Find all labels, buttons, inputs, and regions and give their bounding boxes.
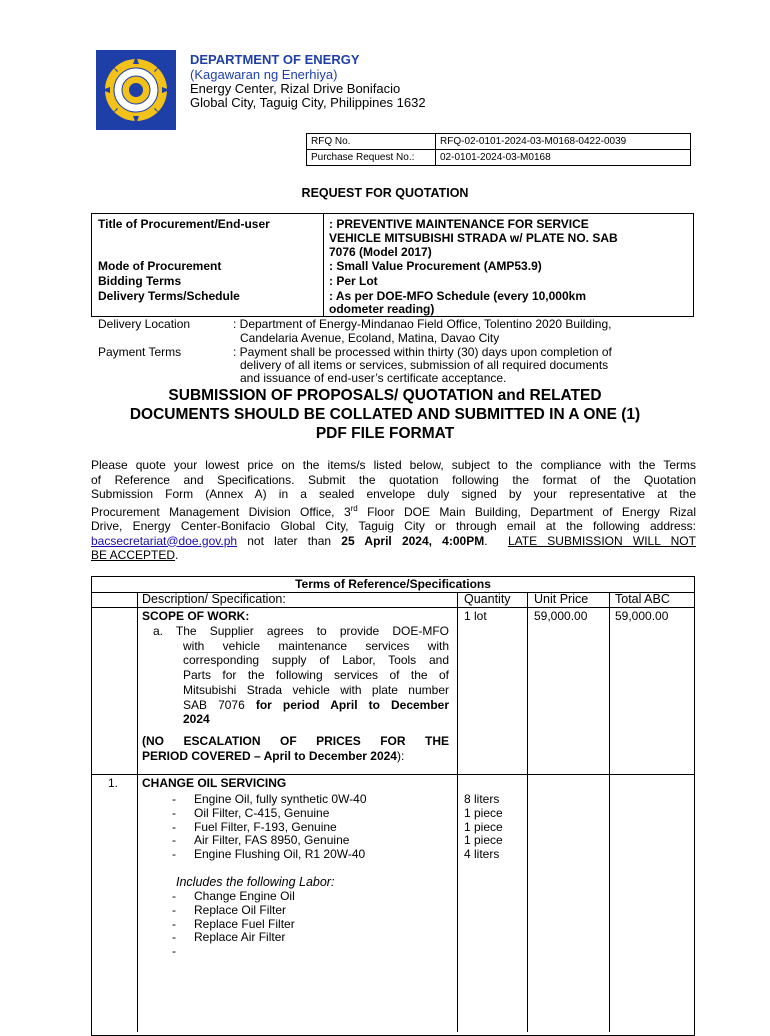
bullet-dash: - (172, 792, 176, 806)
tor-title: Terms of Reference/Specifications (295, 577, 491, 591)
ordinal-suffix: rd (350, 503, 358, 513)
part-row (172, 807, 367, 821)
bullet-dash: - (172, 889, 176, 903)
part-qty: 1 piece (464, 833, 503, 848)
bullet-dash: - (172, 944, 176, 959)
labor-item: Change Engine Oil (194, 889, 295, 903)
payment-value-3: and issuance of end-user’s certificate acceptance. (240, 371, 507, 385)
dept-name: DEPARTMENT OF ENERGY (190, 52, 360, 67)
scope-total-abc: 59,000.00 (615, 609, 669, 623)
scope-a-line-3: corresponding supply of Labor, Tools and (183, 653, 449, 668)
bullet-dash: - (172, 916, 176, 931)
scope-a-line-6 (183, 698, 449, 713)
part-qty: 1 piece (464, 819, 503, 834)
submission-notice-2: DOCUMENTS SHOULD BE COLLATED AND SUBMITTED IN A ONE (1) (129, 406, 641, 423)
bullet-dash: - (172, 833, 176, 848)
bullet-dash: - (172, 930, 176, 945)
scope-period: for period April to December (255, 697, 450, 712)
labor-item: Replace Fuel Filter (194, 916, 295, 931)
parts-list (172, 793, 367, 862)
item-1-title: CHANGE OIL SERVICING (142, 776, 287, 790)
bullet-dash: - (172, 902, 176, 917)
instr-line-4b: Floor DOE Main Building, Department of Energy Rizal (357, 504, 697, 519)
submission-notice-3: PDF FILE FORMAT (315, 425, 455, 442)
labor-list (172, 890, 295, 959)
scope-title: SCOPE OF WORK: (142, 609, 250, 623)
col-description: Description/ Specification: (142, 592, 286, 606)
instr-line-6 (91, 534, 696, 549)
pr-value: 02-0101-2024-03-M0168 (436, 150, 691, 166)
part-name: Air Filter, FAS 8950, Genuine (194, 833, 350, 848)
col-quantity: Quantity (464, 592, 511, 606)
part-name: Fuel Filter, F-193, Genuine (194, 819, 337, 834)
part-qty: 4 liters (464, 847, 500, 862)
col-unit-price: Unit Price (534, 592, 589, 606)
instr-line-6a: not later than (237, 533, 342, 548)
payment-label: Payment Terms (98, 345, 182, 359)
doc-title: REQUEST FOR QUOTATION (301, 186, 469, 200)
rfq-value: RFQ-02-0101-2024-03-M0168-0422-0039 (436, 134, 691, 150)
mode-value: : Small Value Procurement (AMP53.9) (329, 259, 542, 273)
scope-item-a (153, 624, 449, 727)
instr-line-6b: . (484, 533, 508, 548)
rfq-label: RFQ No. (307, 134, 436, 150)
title-label: Title of Procurement/End-user (98, 217, 270, 231)
email-link[interactable]: bacsecretariat@doe.gov.ph (91, 533, 238, 548)
scope-a-line-7: 2024 (183, 712, 210, 727)
no-escalation-end: ): (396, 748, 405, 763)
bidding-label: Bidding Terms (98, 274, 182, 288)
bullet-dash: - (172, 805, 176, 820)
no-escalation-period: PERIOD COVERED – April to December 2024 (142, 748, 397, 763)
part-name: Oil Filter, C-415, Genuine (194, 805, 330, 820)
bidding-value: : Per Lot (329, 274, 378, 288)
instructions-paragraph (91, 458, 696, 563)
address-line-2: Global City, Taguig City, Philippines 1632 (190, 95, 426, 110)
delivery-value-1: : As per DOE-MFO Schedule (every 10,000km (329, 289, 586, 303)
location-value-1: : Department of Energy-Mindanao Field Office, Tolentino 2020 Building, (233, 317, 612, 331)
scope-a-line-4: Parts for the following services of the of (183, 668, 449, 683)
scope-quantity: 1 lot (464, 609, 487, 623)
part-row (172, 834, 367, 848)
dept-sub: (Kagawaran ng Enerhiya) (190, 67, 338, 82)
submission-notice-1: SUBMISSION OF PROPOSALS/ QUOTATION and RELATED (168, 387, 602, 404)
part-name: Engine Flushing Oil, R1 20W-40 (194, 847, 366, 862)
late-warning-1: LATE SUBMISSION WILL NOT (507, 533, 696, 548)
scope-a-line-6a: SAB 7076 (183, 697, 256, 712)
pr-label: Purchase Request No.: (307, 150, 436, 166)
instr-line-4 (91, 502, 696, 520)
scope-a-line-5: Mitsubishi Strada vehicle with plate number (183, 682, 449, 697)
title-value-2: VEHICLE MITSUBISHI STRADA w/ PLATE NO. SAB (329, 231, 618, 245)
payment-value-2: delivery of all items or services, submission of all required documents (240, 358, 609, 372)
bullet-dash: - (172, 847, 176, 862)
labor-title: Includes the following Labor: (176, 875, 335, 889)
scope-a-line-2: with vehicle maintenance services with (183, 638, 449, 653)
instr-line-3: Submission Form (Annex A) in a sealed envelope duly signed by your representative at the (91, 487, 696, 501)
instr-line-5: Drive, Energy Center-Bonifacio Global City, Taguig City or through email at the following address: (91, 519, 696, 533)
payment-value-1: : Payment shall be processed within thirty (30) days upon completion of (233, 345, 612, 359)
deadline: 25 April 2024, 4:00PM (341, 533, 485, 548)
labor-item: Replace Air Filter (194, 930, 286, 945)
rfq-reference-table (306, 133, 691, 166)
location-value-2: Candelaria Avenue, Ecoland, Matina, Davao City (240, 331, 500, 345)
scope-a-line-1: a. The Supplier agrees to provide DOE-MFO (153, 624, 449, 638)
labor-item: Replace Oil Filter (194, 902, 287, 917)
delivery-value-2: odometer reading) (329, 302, 435, 316)
part-qty: 8 liters (464, 792, 500, 806)
parts-quantity-list (464, 793, 503, 862)
labor-row (172, 890, 295, 904)
late-warning-2: BE ACCEPTED (91, 548, 176, 562)
title-value-1: : PREVENTIVE MAINTENANCE FOR SERVICE (329, 217, 589, 231)
part-row (172, 793, 367, 807)
instr-line-4a: Procurement Management Division Office, 3 (91, 504, 351, 519)
no-escalation-line-2 (142, 749, 449, 764)
no-escalation-line-1: (NO ESCALATION OF PRICES FOR THE (142, 734, 449, 748)
instr-line-1: Please quote your lowest price on the items/s listed below, subject to the compliance with the Terms (91, 458, 696, 472)
instr-line-7 (91, 548, 696, 563)
part-row (172, 821, 367, 835)
part-name: Engine Oil, fully synthetic 0W-40 (194, 792, 367, 806)
location-label: Delivery Location (98, 317, 191, 331)
labor-row (172, 931, 295, 945)
labor-row (172, 904, 295, 918)
bullet-dash: - (172, 819, 176, 834)
part-row (172, 848, 367, 862)
col-total-abc: Total ABC (615, 592, 670, 606)
doe-logo (96, 50, 176, 130)
labor-row (172, 945, 295, 959)
late-warning-end: . (175, 548, 179, 562)
labor-row (172, 918, 295, 932)
no-escalation-note (142, 734, 449, 763)
title-value-3: 7076 (Model 2017) (329, 245, 432, 259)
instr-line-2: of Reference and Specifications. Submit the quotation following the format of the Quotation (91, 472, 696, 487)
mode-label: Mode of Procurement (98, 259, 222, 273)
scope-unit-price: 59,000.00 (534, 609, 588, 623)
address-line-1: Energy Center, Rizal Drive Bonifacio (190, 81, 401, 96)
part-qty: 1 piece (464, 805, 503, 820)
item-number-1: 1. (108, 776, 119, 790)
delivery-label: Delivery Terms/Schedule (98, 289, 240, 303)
